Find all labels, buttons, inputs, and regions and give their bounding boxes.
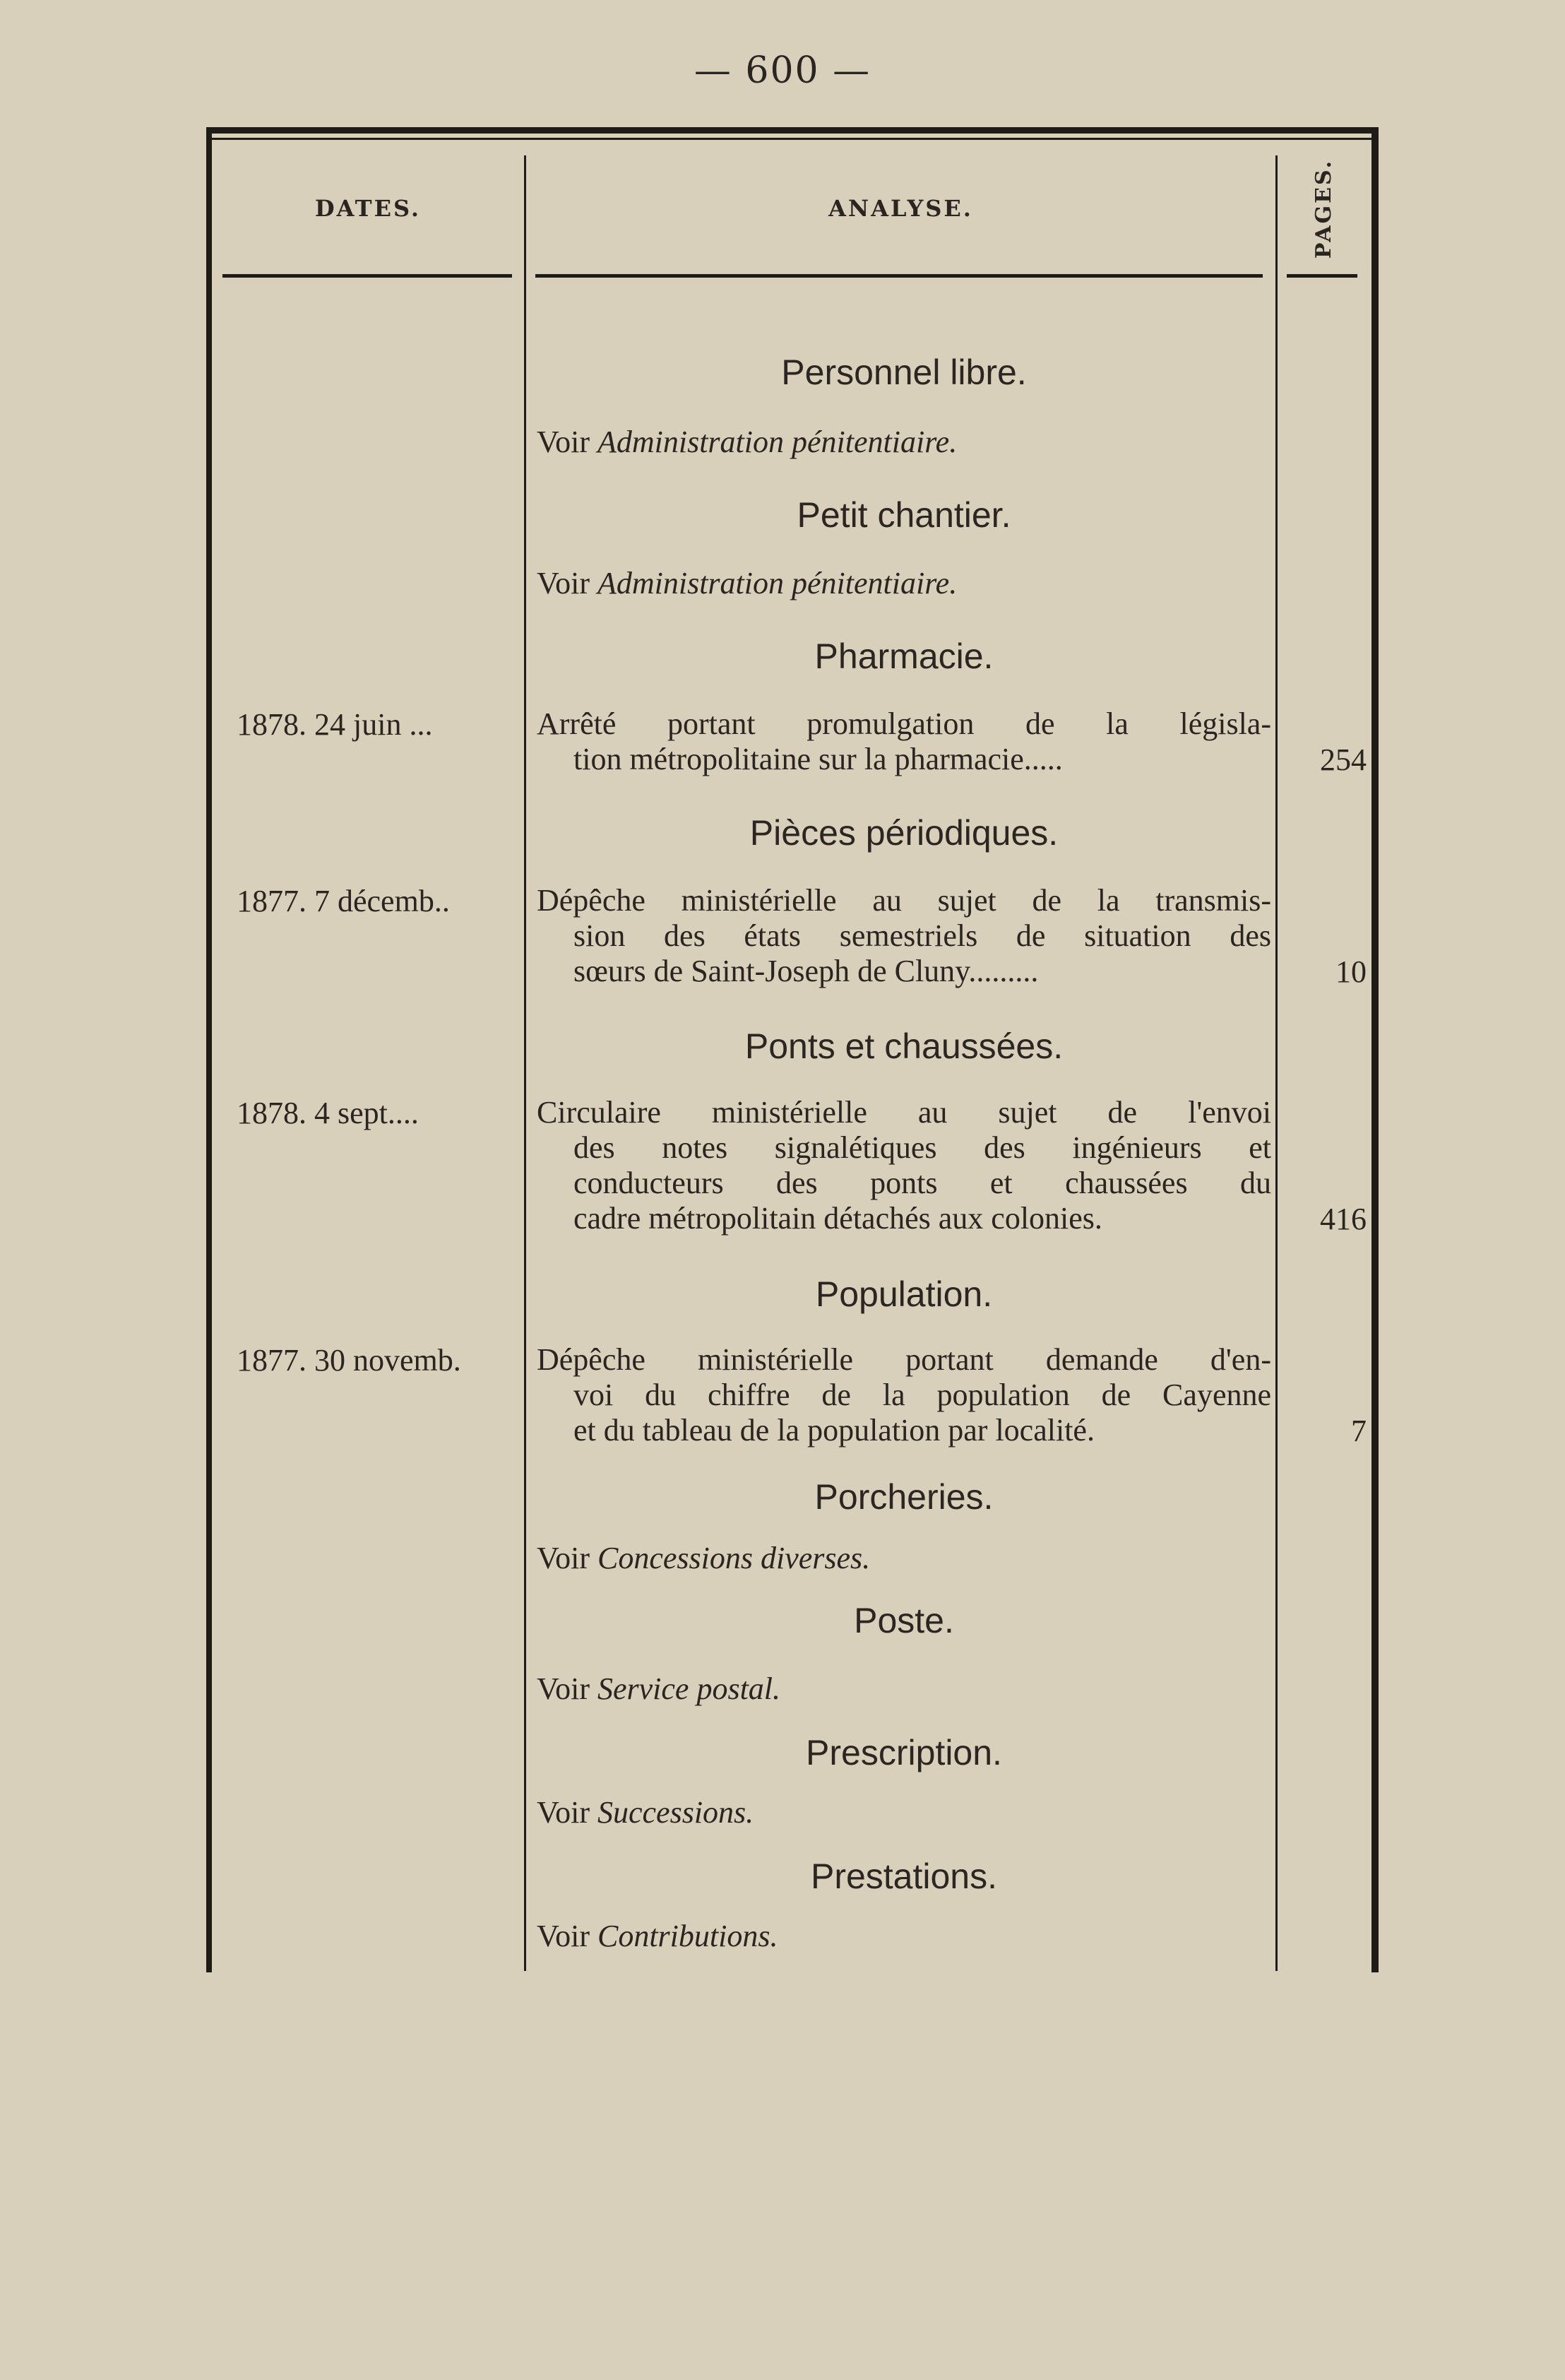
- entry-page: 10: [1335, 954, 1367, 989]
- analyse-header: ANALYSE.: [828, 195, 973, 222]
- section-heading: Prescription.: [806, 1733, 1002, 1772]
- entry-date: 1877. 7 décemb..: [237, 884, 450, 918]
- entry-date: 1878. 4 sept....: [237, 1096, 419, 1130]
- entry-text: Dépêche ministérielle au sujet de la transmis- sion des états semestriels de situation des sœurs de Saint-Joseph de Cluny.........: [537, 883, 1271, 988]
- section-heading: Pièces périodiques.: [749, 813, 1059, 853]
- header-rule-pages: [1287, 274, 1357, 278]
- top-rule: [206, 127, 1379, 134]
- left-border: [206, 127, 212, 1972]
- entry-date: 1878. 24 juin ...: [237, 707, 433, 742]
- entry-page: 416: [1320, 1202, 1367, 1236]
- section-heading: Petit chantier.: [797, 495, 1011, 535]
- page-number: — 600 —: [694, 49, 871, 92]
- cross-reference: Voir Contributions.: [537, 1919, 778, 1953]
- cross-reference: Voir Concessions diverses.: [537, 1541, 871, 1575]
- entry-page: 254: [1320, 742, 1367, 777]
- header-rule-analyse: [535, 274, 1263, 278]
- pages-header: PAGES.: [1311, 158, 1337, 259]
- section-heading: Poste.: [854, 1601, 954, 1640]
- cross-reference: Voir Administration pénitentiaire.: [537, 566, 958, 600]
- entry-date: 1877. 30 novemb.: [237, 1343, 461, 1378]
- section-heading: Ponts et chaussées.: [744, 1026, 1064, 1066]
- entry-page: 7: [1351, 1414, 1367, 1448]
- dates-divider: [524, 155, 526, 1971]
- cross-reference: Voir Successions.: [537, 1795, 754, 1830]
- top-rule-thin: [212, 138, 1374, 140]
- dates-header: DATES.: [314, 195, 422, 222]
- entry-text: Dépêche ministérielle portant demande d'en- voi du chiffre de la population de Cayenne et du tableau de la population par localité.: [537, 1342, 1271, 1447]
- section-heading: Pharmacie.: [814, 637, 994, 676]
- entry-text: Circulaire ministérielle au sujet de l'envoi des notes signalétiques des ingénieurs et conducteurs des ponts et chaussées du cadre métropolitain détachés aux colonies.: [537, 1095, 1271, 1236]
- section-heading: Population.: [815, 1274, 993, 1314]
- section-heading: Porcheries.: [814, 1477, 994, 1517]
- entry-text: Arrêté portant promulgation de la législa- tion métropolitaine sur la pharmacie.....: [537, 706, 1271, 776]
- section-heading: Personnel libre.: [781, 353, 1027, 392]
- right-border: [1371, 127, 1379, 1972]
- cross-reference: Voir Service postal.: [537, 1671, 781, 1706]
- pages-divider: [1275, 155, 1278, 1971]
- cross-reference: Voir Administration pénitentiaire.: [537, 425, 958, 459]
- header-rule-dates: [222, 274, 512, 278]
- section-heading: Prestations.: [810, 1857, 997, 1896]
